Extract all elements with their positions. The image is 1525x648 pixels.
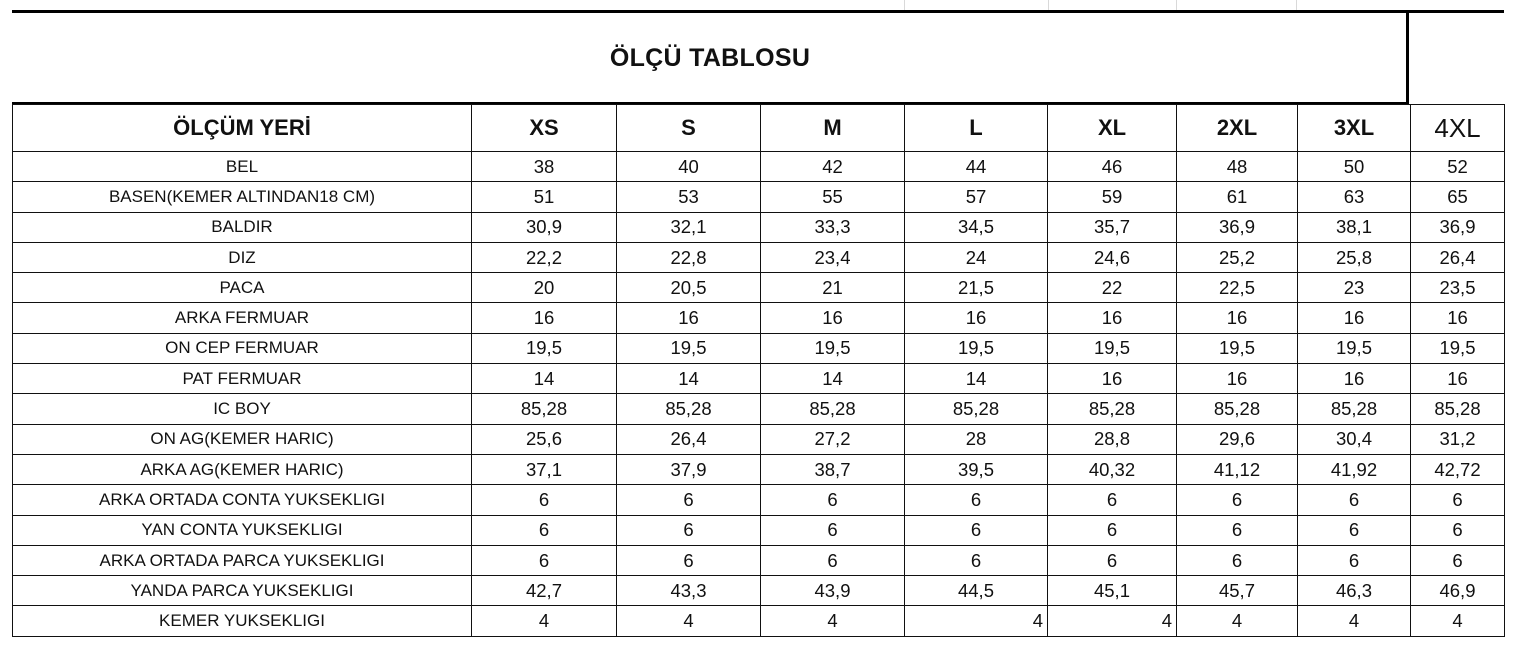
value-cell-m: 6 bbox=[761, 545, 905, 575]
value-cell-4xl: 46,9 bbox=[1411, 576, 1505, 606]
table-row bbox=[13, 152, 1505, 182]
value-cell-m: 14 bbox=[761, 364, 905, 394]
value-cell-m: 43,9 bbox=[761, 576, 905, 606]
value-cell-4xl: 36,9 bbox=[1411, 212, 1505, 242]
value-cell-2xl: 6 bbox=[1177, 515, 1298, 545]
value-cell-s: 6 bbox=[617, 485, 761, 515]
measure-point-label: PACA bbox=[13, 273, 472, 303]
value-cell-2xl: 36,9 bbox=[1177, 212, 1298, 242]
value-cell-xs: 4 bbox=[472, 606, 617, 636]
size-header-xl: XL bbox=[1048, 105, 1177, 152]
value-cell-s: 19,5 bbox=[617, 333, 761, 363]
table-row bbox=[13, 303, 1505, 333]
size-header-m: M bbox=[761, 105, 905, 152]
value-cell-2xl: 61 bbox=[1177, 182, 1298, 212]
value-cell-3xl: 4 bbox=[1298, 606, 1411, 636]
value-cell-xs: 37,1 bbox=[472, 454, 617, 484]
value-cell-l: 16 bbox=[905, 303, 1048, 333]
table-row bbox=[13, 424, 1505, 454]
value-cell-m: 33,3 bbox=[761, 212, 905, 242]
value-cell-xs: 22,2 bbox=[472, 242, 617, 272]
value-cell-4xl: 31,2 bbox=[1411, 424, 1505, 454]
table-row bbox=[13, 606, 1505, 636]
value-cell-2xl: 25,2 bbox=[1177, 242, 1298, 272]
value-cell-l: 39,5 bbox=[905, 454, 1048, 484]
value-cell-4xl: 85,28 bbox=[1411, 394, 1505, 424]
value-cell-m: 27,2 bbox=[761, 424, 905, 454]
value-cell-s: 20,5 bbox=[617, 273, 761, 303]
value-cell-xl: 16 bbox=[1048, 364, 1177, 394]
header-row bbox=[13, 105, 1505, 152]
value-cell-s: 53 bbox=[617, 182, 761, 212]
table-row bbox=[13, 182, 1505, 212]
value-cell-xs: 16 bbox=[472, 303, 617, 333]
value-cell-4xl: 6 bbox=[1411, 485, 1505, 515]
value-cell-xl: 4 bbox=[1048, 606, 1177, 636]
measure-point-label: PAT FERMUAR bbox=[13, 364, 472, 394]
value-cell-s: 32,1 bbox=[617, 212, 761, 242]
table-row bbox=[13, 515, 1505, 545]
value-cell-m: 55 bbox=[761, 182, 905, 212]
size-header-4xl: 4XL bbox=[1411, 105, 1505, 152]
value-cell-4xl: 65 bbox=[1411, 182, 1505, 212]
value-cell-s: 85,28 bbox=[617, 394, 761, 424]
value-cell-s: 26,4 bbox=[617, 424, 761, 454]
value-cell-xl: 40,32 bbox=[1048, 454, 1177, 484]
value-cell-l: 21,5 bbox=[905, 273, 1048, 303]
measure-point-label: KEMER YUKSEKLIGI bbox=[13, 606, 472, 636]
grid-line bbox=[1296, 0, 1297, 10]
value-cell-l: 4 bbox=[905, 606, 1048, 636]
measure-point-label: YAN CONTA YUKSEKLIGI bbox=[13, 515, 472, 545]
value-cell-s: 37,9 bbox=[617, 454, 761, 484]
value-cell-l: 6 bbox=[905, 515, 1048, 545]
value-cell-xs: 42,7 bbox=[472, 576, 617, 606]
value-cell-xs: 85,28 bbox=[472, 394, 617, 424]
table-row bbox=[13, 576, 1505, 606]
value-cell-l: 44 bbox=[905, 152, 1048, 182]
grid-line bbox=[1048, 0, 1049, 10]
value-cell-3xl: 19,5 bbox=[1298, 333, 1411, 363]
measure-point-label: BASEN(KEMER ALTINDAN18 CM) bbox=[13, 182, 472, 212]
value-cell-l: 44,5 bbox=[905, 576, 1048, 606]
table-row bbox=[13, 394, 1505, 424]
value-cell-4xl: 16 bbox=[1411, 303, 1505, 333]
value-cell-4xl: 6 bbox=[1411, 545, 1505, 575]
value-cell-l: 34,5 bbox=[905, 212, 1048, 242]
value-cell-m: 85,28 bbox=[761, 394, 905, 424]
value-cell-m: 19,5 bbox=[761, 333, 905, 363]
value-cell-m: 4 bbox=[761, 606, 905, 636]
size-table bbox=[12, 104, 1505, 637]
value-cell-3xl: 6 bbox=[1298, 485, 1411, 515]
value-cell-3xl: 50 bbox=[1298, 152, 1411, 182]
grid-line bbox=[904, 0, 905, 10]
value-cell-xl: 24,6 bbox=[1048, 242, 1177, 272]
measure-point-label: BALDIR bbox=[13, 212, 472, 242]
value-cell-3xl: 25,8 bbox=[1298, 242, 1411, 272]
value-cell-xl: 28,8 bbox=[1048, 424, 1177, 454]
value-cell-m: 6 bbox=[761, 515, 905, 545]
value-cell-l: 28 bbox=[905, 424, 1048, 454]
value-cell-4xl: 42,72 bbox=[1411, 454, 1505, 484]
value-cell-2xl: 6 bbox=[1177, 485, 1298, 515]
value-cell-xl: 46 bbox=[1048, 152, 1177, 182]
value-cell-xl: 19,5 bbox=[1048, 333, 1177, 363]
table-row bbox=[13, 485, 1505, 515]
value-cell-l: 57 bbox=[905, 182, 1048, 212]
value-cell-3xl: 63 bbox=[1298, 182, 1411, 212]
table-body bbox=[13, 152, 1505, 637]
value-cell-4xl: 19,5 bbox=[1411, 333, 1505, 363]
value-cell-m: 6 bbox=[761, 485, 905, 515]
value-cell-4xl: 23,5 bbox=[1411, 273, 1505, 303]
value-cell-4xl: 16 bbox=[1411, 364, 1505, 394]
table-row bbox=[13, 273, 1505, 303]
value-cell-2xl: 85,28 bbox=[1177, 394, 1298, 424]
value-cell-xs: 6 bbox=[472, 545, 617, 575]
table-row bbox=[13, 333, 1505, 363]
value-cell-xs: 6 bbox=[472, 515, 617, 545]
value-cell-2xl: 16 bbox=[1177, 303, 1298, 333]
table-row bbox=[13, 242, 1505, 272]
value-cell-s: 22,8 bbox=[617, 242, 761, 272]
measure-point-label: ON AG(KEMER HARIC) bbox=[13, 424, 472, 454]
value-cell-2xl: 48 bbox=[1177, 152, 1298, 182]
value-cell-xl: 85,28 bbox=[1048, 394, 1177, 424]
table-row bbox=[13, 454, 1505, 484]
value-cell-m: 38,7 bbox=[761, 454, 905, 484]
value-cell-s: 43,3 bbox=[617, 576, 761, 606]
value-cell-3xl: 23 bbox=[1298, 273, 1411, 303]
value-cell-xs: 30,9 bbox=[472, 212, 617, 242]
value-cell-2xl: 16 bbox=[1177, 364, 1298, 394]
value-cell-2xl: 29,6 bbox=[1177, 424, 1298, 454]
value-cell-xl: 6 bbox=[1048, 545, 1177, 575]
value-cell-s: 6 bbox=[617, 515, 761, 545]
value-cell-xl: 22 bbox=[1048, 273, 1177, 303]
size-header-xs: XS bbox=[472, 105, 617, 152]
value-cell-2xl: 19,5 bbox=[1177, 333, 1298, 363]
value-cell-3xl: 46,3 bbox=[1298, 576, 1411, 606]
measure-point-label: DIZ bbox=[13, 242, 472, 272]
value-cell-m: 23,4 bbox=[761, 242, 905, 272]
value-cell-xs: 14 bbox=[472, 364, 617, 394]
size-header-l: L bbox=[905, 105, 1048, 152]
value-cell-xs: 19,5 bbox=[472, 333, 617, 363]
value-cell-l: 14 bbox=[905, 364, 1048, 394]
value-cell-4xl: 4 bbox=[1411, 606, 1505, 636]
size-header-2xl: 2XL bbox=[1177, 105, 1298, 152]
value-cell-4xl: 52 bbox=[1411, 152, 1505, 182]
table-row bbox=[13, 212, 1505, 242]
size-header-s: S bbox=[617, 105, 761, 152]
value-cell-3xl: 6 bbox=[1298, 515, 1411, 545]
value-cell-2xl: 6 bbox=[1177, 545, 1298, 575]
size-header-3xl: 3XL bbox=[1298, 105, 1411, 152]
value-cell-xs: 51 bbox=[472, 182, 617, 212]
value-cell-s: 14 bbox=[617, 364, 761, 394]
value-cell-4xl: 26,4 bbox=[1411, 242, 1505, 272]
measure-point-header: ÖLÇÜM YERİ bbox=[13, 105, 472, 152]
measure-point-label: ARKA ORTADA CONTA YUKSEKLIGI bbox=[13, 485, 472, 515]
table-row bbox=[13, 364, 1505, 394]
value-cell-3xl: 85,28 bbox=[1298, 394, 1411, 424]
value-cell-2xl: 41,12 bbox=[1177, 454, 1298, 484]
measure-point-label: ARKA FERMUAR bbox=[13, 303, 472, 333]
measure-point-label: ARKA AG(KEMER HARIC) bbox=[13, 454, 472, 484]
value-cell-xl: 6 bbox=[1048, 485, 1177, 515]
value-cell-xl: 45,1 bbox=[1048, 576, 1177, 606]
value-cell-m: 16 bbox=[761, 303, 905, 333]
value-cell-xs: 25,6 bbox=[472, 424, 617, 454]
value-cell-s: 4 bbox=[617, 606, 761, 636]
value-cell-2xl: 22,5 bbox=[1177, 273, 1298, 303]
measure-point-label: YANDA PARCA YUKSEKLIGI bbox=[13, 576, 472, 606]
value-cell-3xl: 6 bbox=[1298, 545, 1411, 575]
measure-point-label: ON CEP FERMUAR bbox=[13, 333, 472, 363]
value-cell-3xl: 41,92 bbox=[1298, 454, 1411, 484]
value-cell-xl: 59 bbox=[1048, 182, 1177, 212]
grid-line bbox=[1176, 0, 1177, 10]
value-cell-4xl: 6 bbox=[1411, 515, 1505, 545]
value-cell-xl: 16 bbox=[1048, 303, 1177, 333]
value-cell-l: 24 bbox=[905, 242, 1048, 272]
value-cell-m: 42 bbox=[761, 152, 905, 182]
value-cell-xl: 35,7 bbox=[1048, 212, 1177, 242]
value-cell-2xl: 4 bbox=[1177, 606, 1298, 636]
value-cell-s: 6 bbox=[617, 545, 761, 575]
value-cell-xs: 20 bbox=[472, 273, 617, 303]
value-cell-l: 19,5 bbox=[905, 333, 1048, 363]
value-cell-2xl: 45,7 bbox=[1177, 576, 1298, 606]
measure-point-label: ARKA ORTADA PARCA YUKSEKLIGI bbox=[13, 545, 472, 575]
table-row bbox=[13, 545, 1505, 575]
value-cell-3xl: 16 bbox=[1298, 303, 1411, 333]
value-cell-s: 40 bbox=[617, 152, 761, 182]
value-cell-xs: 6 bbox=[472, 485, 617, 515]
measure-point-label: BEL bbox=[13, 152, 472, 182]
value-cell-xl: 6 bbox=[1048, 515, 1177, 545]
value-cell-3xl: 38,1 bbox=[1298, 212, 1411, 242]
table-title: ÖLÇÜ TABLOSU bbox=[609, 43, 811, 72]
value-cell-l: 85,28 bbox=[905, 394, 1048, 424]
value-cell-l: 6 bbox=[905, 485, 1048, 515]
value-cell-3xl: 30,4 bbox=[1298, 424, 1411, 454]
value-cell-l: 6 bbox=[905, 545, 1048, 575]
value-cell-xs: 38 bbox=[472, 152, 617, 182]
value-cell-3xl: 16 bbox=[1298, 364, 1411, 394]
value-cell-s: 16 bbox=[617, 303, 761, 333]
measure-point-label: IC BOY bbox=[13, 394, 472, 424]
value-cell-m: 21 bbox=[761, 273, 905, 303]
